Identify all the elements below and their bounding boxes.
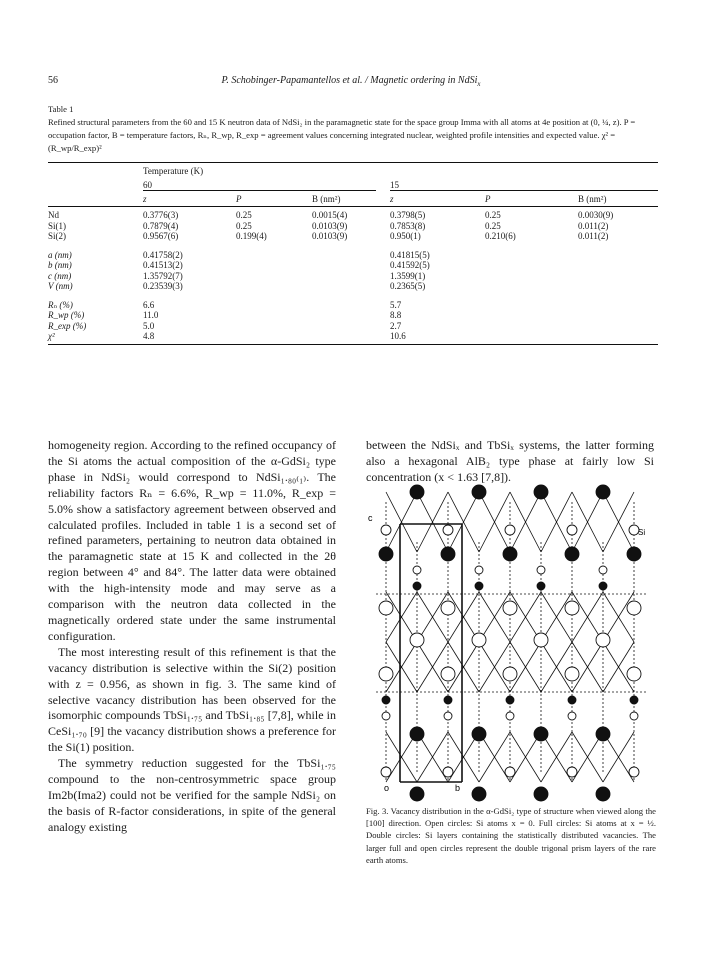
open-circle-atom (630, 712, 638, 720)
table-row: Si(1) 0.7879(4) 0.25 0.0103(9) 0.7853(8) 0.25 0.011(2) (48, 220, 609, 231)
table-1 (48, 162, 658, 345)
open-circle-atom (505, 767, 515, 777)
structure-diagram (366, 482, 656, 804)
open-circle-atom (534, 633, 548, 647)
full-circle-atom (596, 485, 610, 499)
open-circle-atom (627, 601, 641, 615)
open-circle-atom (444, 712, 452, 720)
open-circle-atom (381, 525, 391, 535)
open-circle-atom (382, 712, 390, 720)
paragraph: homogeneity region. According to the refined occupancy of the Si atoms the actual composition of the α-GdSi₂ type phase in NdSi₂ would correspond to NdSi₁.₈₀₍₁₎. The reliability factors Rₙ = 6.6%, R_wp = 11.0%, R_exp = 5.0% show a satisfactory agreement between observed and calculated profiles. Included in table 1 is a second set of refined parameters, pertaining to neutron data obtained in the paramagnetic state at 15 K and collected in the 2θ region between 4° and 84°. The latter data were obtained with the high-intensity mode and may serve as a comparison with the neutron data collected in the magnetically ordered state under the same instrumental configuration. (48, 438, 336, 643)
col-b-60: B (nm²) (312, 191, 390, 207)
table-row: b (nm) 0.41513(2) 0.41592(5) (48, 260, 430, 270)
full-circle-atom (627, 547, 641, 561)
open-circle-atom (443, 767, 453, 777)
open-circle-atom (410, 633, 424, 647)
full-circle-atom (444, 696, 452, 704)
temp-15: 15 (390, 180, 658, 192)
paragraph: The symmetry reduction suggested for the TbSi₁.₇₅ compound to the non-centrosymmetric space group Im2b(Ima2) could not be verified for the sample NdSi₂ on the basis of R-factor considerations, in spite of the general analogy existing (48, 756, 336, 834)
temp-60: 60 (143, 180, 376, 192)
open-circle-atom (537, 566, 545, 574)
table-row: χ² 4.8 10.6 (48, 331, 658, 344)
table-row: V (nm) 0.23539(3) 0.2365(5) (48, 281, 426, 291)
table-row: Nd 0.3776(3) 0.25 0.0015(4) 0.3798(5) 0.25 0.0030(9) (48, 210, 614, 220)
axis-label-o: o (384, 783, 390, 793)
open-circle-atom (567, 767, 577, 777)
full-circle-atom (379, 547, 393, 561)
full-circle-atom (537, 582, 545, 590)
full-circle-atom (410, 727, 424, 741)
full-circle-atom (475, 582, 483, 590)
table-row: Si(2) 0.9567(6) 0.199(4) 0.0103(9) 0.950(1) 0.210(6) 0.011(2) (48, 231, 609, 241)
open-circle-atom (565, 667, 579, 681)
table-row: R_exp (%) 5.0 2.7 (48, 320, 402, 331)
full-circle-atom (410, 485, 424, 499)
full-circle-atom (596, 787, 610, 801)
open-circle-atom (599, 566, 607, 574)
full-circle-atom (472, 787, 486, 801)
full-circle-atom (565, 547, 579, 561)
col-p-60: P (236, 191, 312, 207)
open-circle-atom (567, 525, 577, 535)
open-circle-atom (506, 712, 514, 720)
open-circle-atom (379, 667, 393, 681)
open-circle-atom (381, 767, 391, 777)
full-circle-atom (596, 727, 610, 741)
table-row: R_wp (%) 11.0 8.8 (48, 310, 402, 320)
open-circle-atom (443, 525, 453, 535)
col-b-15: B (nm²) (578, 191, 658, 207)
open-circle-atom (413, 566, 421, 574)
open-circle-atom (503, 601, 517, 615)
temperature-header: Temperature (K) (143, 163, 658, 177)
col-z-15: z (390, 191, 485, 207)
right-column-text (366, 438, 654, 486)
full-circle-atom (472, 727, 486, 741)
table-row: c (nm) 1.35792(7) 1.3599(1) (48, 270, 426, 281)
full-circle-atom (410, 787, 424, 801)
axis-label-b: b (455, 783, 461, 793)
open-circle-atom (596, 633, 610, 647)
open-circle-atom (505, 525, 515, 535)
open-circle-atom (629, 767, 639, 777)
open-circle-atom (475, 566, 483, 574)
left-column (48, 438, 336, 836)
figure-caption: Fig. 3. Vacancy distribution in the α-GdSi₂ type of structure when viewed along the [100] direction. Open circles: Si atoms x = 0. Full circles: Si atoms at x = ½. Double circles: Si layers containing the statistically distributed vacancies. The larger full and open circles represent the double trigonal prism layers of the rare earth atoms. (366, 806, 656, 865)
full-circle-atom (534, 485, 548, 499)
open-circle-atom (503, 667, 517, 681)
full-circle-atom (599, 582, 607, 590)
page-header (48, 75, 654, 89)
axis-label-c: c (368, 513, 373, 523)
full-circle-atom (568, 696, 576, 704)
table-row: Rₙ (%) 6.6 5.7 (48, 299, 402, 310)
full-circle-atom (506, 696, 514, 704)
paragraph: The most interesting result of this refinement is that the vacancy distribution is selective within the Si(2) position with z = 0.956, as shown in fig. 3. The same kind of selective vacancy distribution has been observed for the isomorphic compounds TbSi₁.₇₅ and TbSi₁.₈₅ [7,8], while in CeSi₁.₇₀ [9] the vacancy distribution shows a preference for the Si(1) position. (48, 644, 336, 755)
full-circle-atom (472, 485, 486, 499)
page-number: 56 (48, 75, 58, 86)
running-title: P. Schobinger-Papamantellos et al. / Magnetic ordering in NdSi$_x$ (221, 75, 481, 88)
full-circle-atom (382, 696, 390, 704)
open-circle-atom (627, 667, 641, 681)
open-circle-atom (441, 667, 455, 681)
si-label: Si (638, 528, 646, 537)
figure-3 (366, 482, 656, 804)
open-circle-atom (441, 601, 455, 615)
open-circle-atom (472, 633, 486, 647)
full-circle-atom (413, 582, 421, 590)
col-p-15: P (485, 191, 578, 207)
table-caption-text: Refined structural parameters from the 60 and 15 K neutron data of NdSi₂ in the paramagnetic state for the space group Imma with all atoms at 4e position at (0, ¼, z). P = occupation factor, B = temperature factors, Rₙ, R_wp, R_exp = agreement values concerning integrated nuclear, weighted profile intensities and expected value. χ² = (R_wp/R_exp)² (48, 117, 636, 153)
full-circle-atom (441, 547, 455, 561)
paragraph: between the NdSiₓ and TbSiₓ systems, the latter forming also a hexagonal AlB₂ type phase at fairly low Si concentration (x < 1.63 [7,8]). (366, 438, 654, 484)
open-circle-atom (565, 601, 579, 615)
full-circle-atom (630, 696, 638, 704)
open-circle-atom (568, 712, 576, 720)
table-number: Table 1 (48, 104, 74, 114)
full-circle-atom (503, 547, 517, 561)
full-circle-atom (534, 787, 548, 801)
table-caption (48, 103, 658, 155)
full-circle-atom (534, 727, 548, 741)
table-row: a (nm) 0.41758(2) 0.41815(5) (48, 249, 430, 260)
col-z-60: z (143, 191, 236, 207)
open-circle-atom (379, 601, 393, 615)
